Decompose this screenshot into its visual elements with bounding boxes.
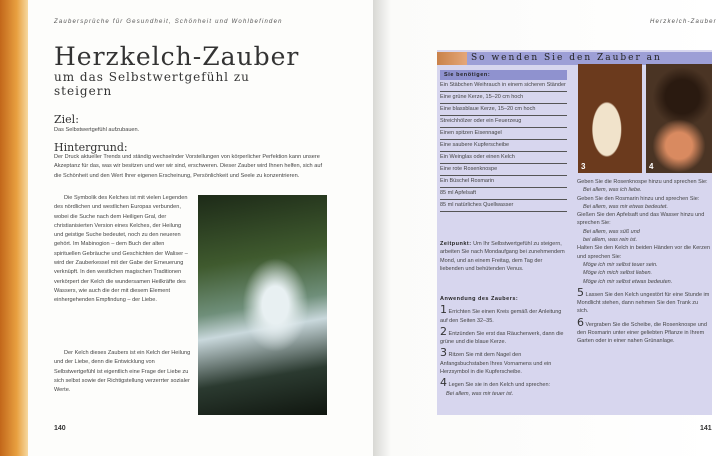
body-paragraph: Der Kelch dieses Zaubers ist ein Kelch der Heilung und der Liebe, denn die Entwicklung von Selbstwertgefühl ist eigentlich eine Frage der Liebe zu sich selbst sowie der Richtigstellung verzerrter sozialer Werte. <box>54 350 191 394</box>
running-head-right: Herzkelch-Zauber <box>650 19 717 25</box>
step-number: 3 <box>440 346 447 360</box>
step-6 <box>577 315 710 346</box>
incantation: Bei allem, was süß und <box>583 228 640 235</box>
step-text: Geben Sie den Rosmarin hinzu und sprechen Sie: <box>577 195 700 202</box>
photo-copper-disc <box>578 64 642 173</box>
page-title: Herzkelch-Zauber <box>54 42 300 71</box>
step-text: Errichten Sie einen Kreis gemäß der Anleitung auf den Seiten 32–35. <box>440 309 562 324</box>
page-number-right: 141 <box>700 425 712 432</box>
ingredient-item: Ein Büschel Rosmarin <box>440 176 567 188</box>
step-number: 5 <box>577 285 584 299</box>
ingredients-heading: Sie benötigen: <box>440 70 567 80</box>
ingredient-item: Ein Weinglas oder einen Kelch <box>440 152 567 164</box>
page-edge <box>0 0 28 456</box>
step-number: 2 <box>440 324 447 338</box>
step-2 <box>440 324 570 347</box>
incantation: Bei allem, was mir etwas bedeutet. <box>583 203 668 210</box>
photo-number: 3 <box>581 162 586 171</box>
page-subtitle: um das Selbstwertgefühl zu steigern <box>54 70 250 98</box>
ingredient-item: 85 ml Apfelsaft <box>440 188 567 200</box>
body-paragraph: Die Symbolik des Kelches ist mit vielen Legenden des nördlichen und westlichen Europas verbunden, wobei die Suche nach dem Heiligen Gral, der christianisierten Version eines Kelches, der Heilung und geistige Suche bedeutet, noch zu den neueren gehört. Im Mabinogion – dem Buch der alten spirituellen Gebräuche und Geschichten der Waliser – wird der Zauberkessel mit der Gabe der Erneuerung verknüpft. In den westlichen magischen Traditionen verkörpert der Kelch die wundersamen Heilkräfte des Wassers, wie auch die der mit diesem Element einhergehenden Empfindung – der Liebe. <box>54 195 188 304</box>
incantation: Möge ich mir selbst etwas bedeuten. <box>583 278 673 285</box>
header-thumbnail <box>437 52 467 65</box>
ingredient-item: Eine saubere Kupferscheibe <box>440 140 567 152</box>
step-text: Geben Sie die Rosenknospe hinzu und sprechen Sie: <box>577 179 708 185</box>
steps-continued <box>577 178 710 346</box>
step-number: 6 <box>577 315 584 329</box>
steps-list <box>440 295 570 398</box>
page-number-left: 140 <box>54 425 66 432</box>
running-head-left: Zaubersprüche für Gesundheit, Schönheit und Wohlbefinden <box>54 19 283 25</box>
step-text: Entzünden Sie erst das Räucherwerk, dann die grüne und die blaue Kerze. <box>440 330 564 346</box>
step-1 <box>440 303 570 325</box>
incantation: Bei allem, was ich liebe. <box>583 187 642 194</box>
step-text: Gießen Sie den Apfelsaft und das Wasser hinzu und sprechen Sie: <box>577 212 705 227</box>
step-text: Halten Sie den Kelch in beiden Händen vor die Kerzen und sprechen Sie: <box>577 245 711 260</box>
ingredient-item: Eine rote Rosenknospe <box>440 164 567 176</box>
ingredient-item: Ein Stäbchen Weihrauch in einem sicheren Ständer <box>440 80 567 92</box>
background-text: Der Druck aktueller Trends und ständig wechselnder Vorstellungen von körperlicher Perfektion kann unsere Akzeptanz für das, was wir besitzen und wer wir sind, erschweren. Dieser Zauber wird Ihnen helfen, sich auf die Schönheit und den Wert Ihrer eigenen Erscheinung, Persönlichkeit und Seele zu konzentrieren. <box>54 154 323 179</box>
timing-label: Zeitpunkt: <box>440 241 472 247</box>
step-4 <box>440 376 570 398</box>
timing-text <box>440 240 567 273</box>
step-text: Vergraben Sie die Scheibe, die Rosenknospe und den Rosmarin unter einer geliebten Pflanze in Ihrem Garten oder in einer nahen Grünanlage. <box>577 321 707 345</box>
step-text: Legen Sie sie in den Kelch und sprechen: <box>448 382 551 389</box>
step-text: Lassen Sie den Kelch ungestört für eine Stunde im Mondlicht stehen, dann nehmen Sie den Trank zu sich. <box>577 291 710 315</box>
goal-heading: Ziel: <box>54 113 79 126</box>
ingredient-item: Eine grüne Kerze, 15–20 cm hoch <box>440 92 567 104</box>
background-heading: Hintergrund: <box>54 141 128 154</box>
ingredient-item: Eine blassblaue Kerze, 15–20 cm hoch <box>440 104 567 116</box>
incantation: bei allem, was rein ist. <box>583 237 638 244</box>
incantation: Möge ich mir selbst teuer sein. <box>583 261 658 268</box>
ingredients-list <box>440 70 567 212</box>
step-number: 4 <box>440 376 447 390</box>
ingredient-item: 85 ml natürliches Quellwasser <box>440 200 567 212</box>
step-text: Ritzen Sie mit dem Nagel den Anfangsbuchstaben Ihres Vornamens und ein Herzsymbol in die Kupferscheibe. <box>440 352 552 376</box>
photo-number: 4 <box>649 162 654 171</box>
ingredient-item: Streichhölzer oder ein Feuerzeug <box>440 116 567 128</box>
step-number: 1 <box>440 303 447 317</box>
incantation: Bei allem, was mir teuer ist. <box>446 390 514 397</box>
steps-heading: Anwendung des Zaubers: <box>440 296 519 302</box>
step-5 <box>577 285 710 316</box>
incantation: Möge ich mich selbst lieben. <box>583 270 653 277</box>
ingredient-item: Einen spitzen Eisennagel <box>440 128 567 140</box>
photo-chalice <box>646 64 712 173</box>
step-3 <box>440 346 570 376</box>
goal-text: Das Selbstwertgefühl aufzubauen. <box>54 127 140 133</box>
waterfall-photo <box>198 195 327 415</box>
panel-title: So wenden Sie den Zauber an <box>471 53 662 63</box>
timing-body: Um Ihr Selbstwertgefühl zu steigern, arbeiten Sie nach Mondaufgang bei zunehmendem Mond, und an einem Freitag, dem Tag der liebenden und behütenden Venus. <box>440 241 565 272</box>
